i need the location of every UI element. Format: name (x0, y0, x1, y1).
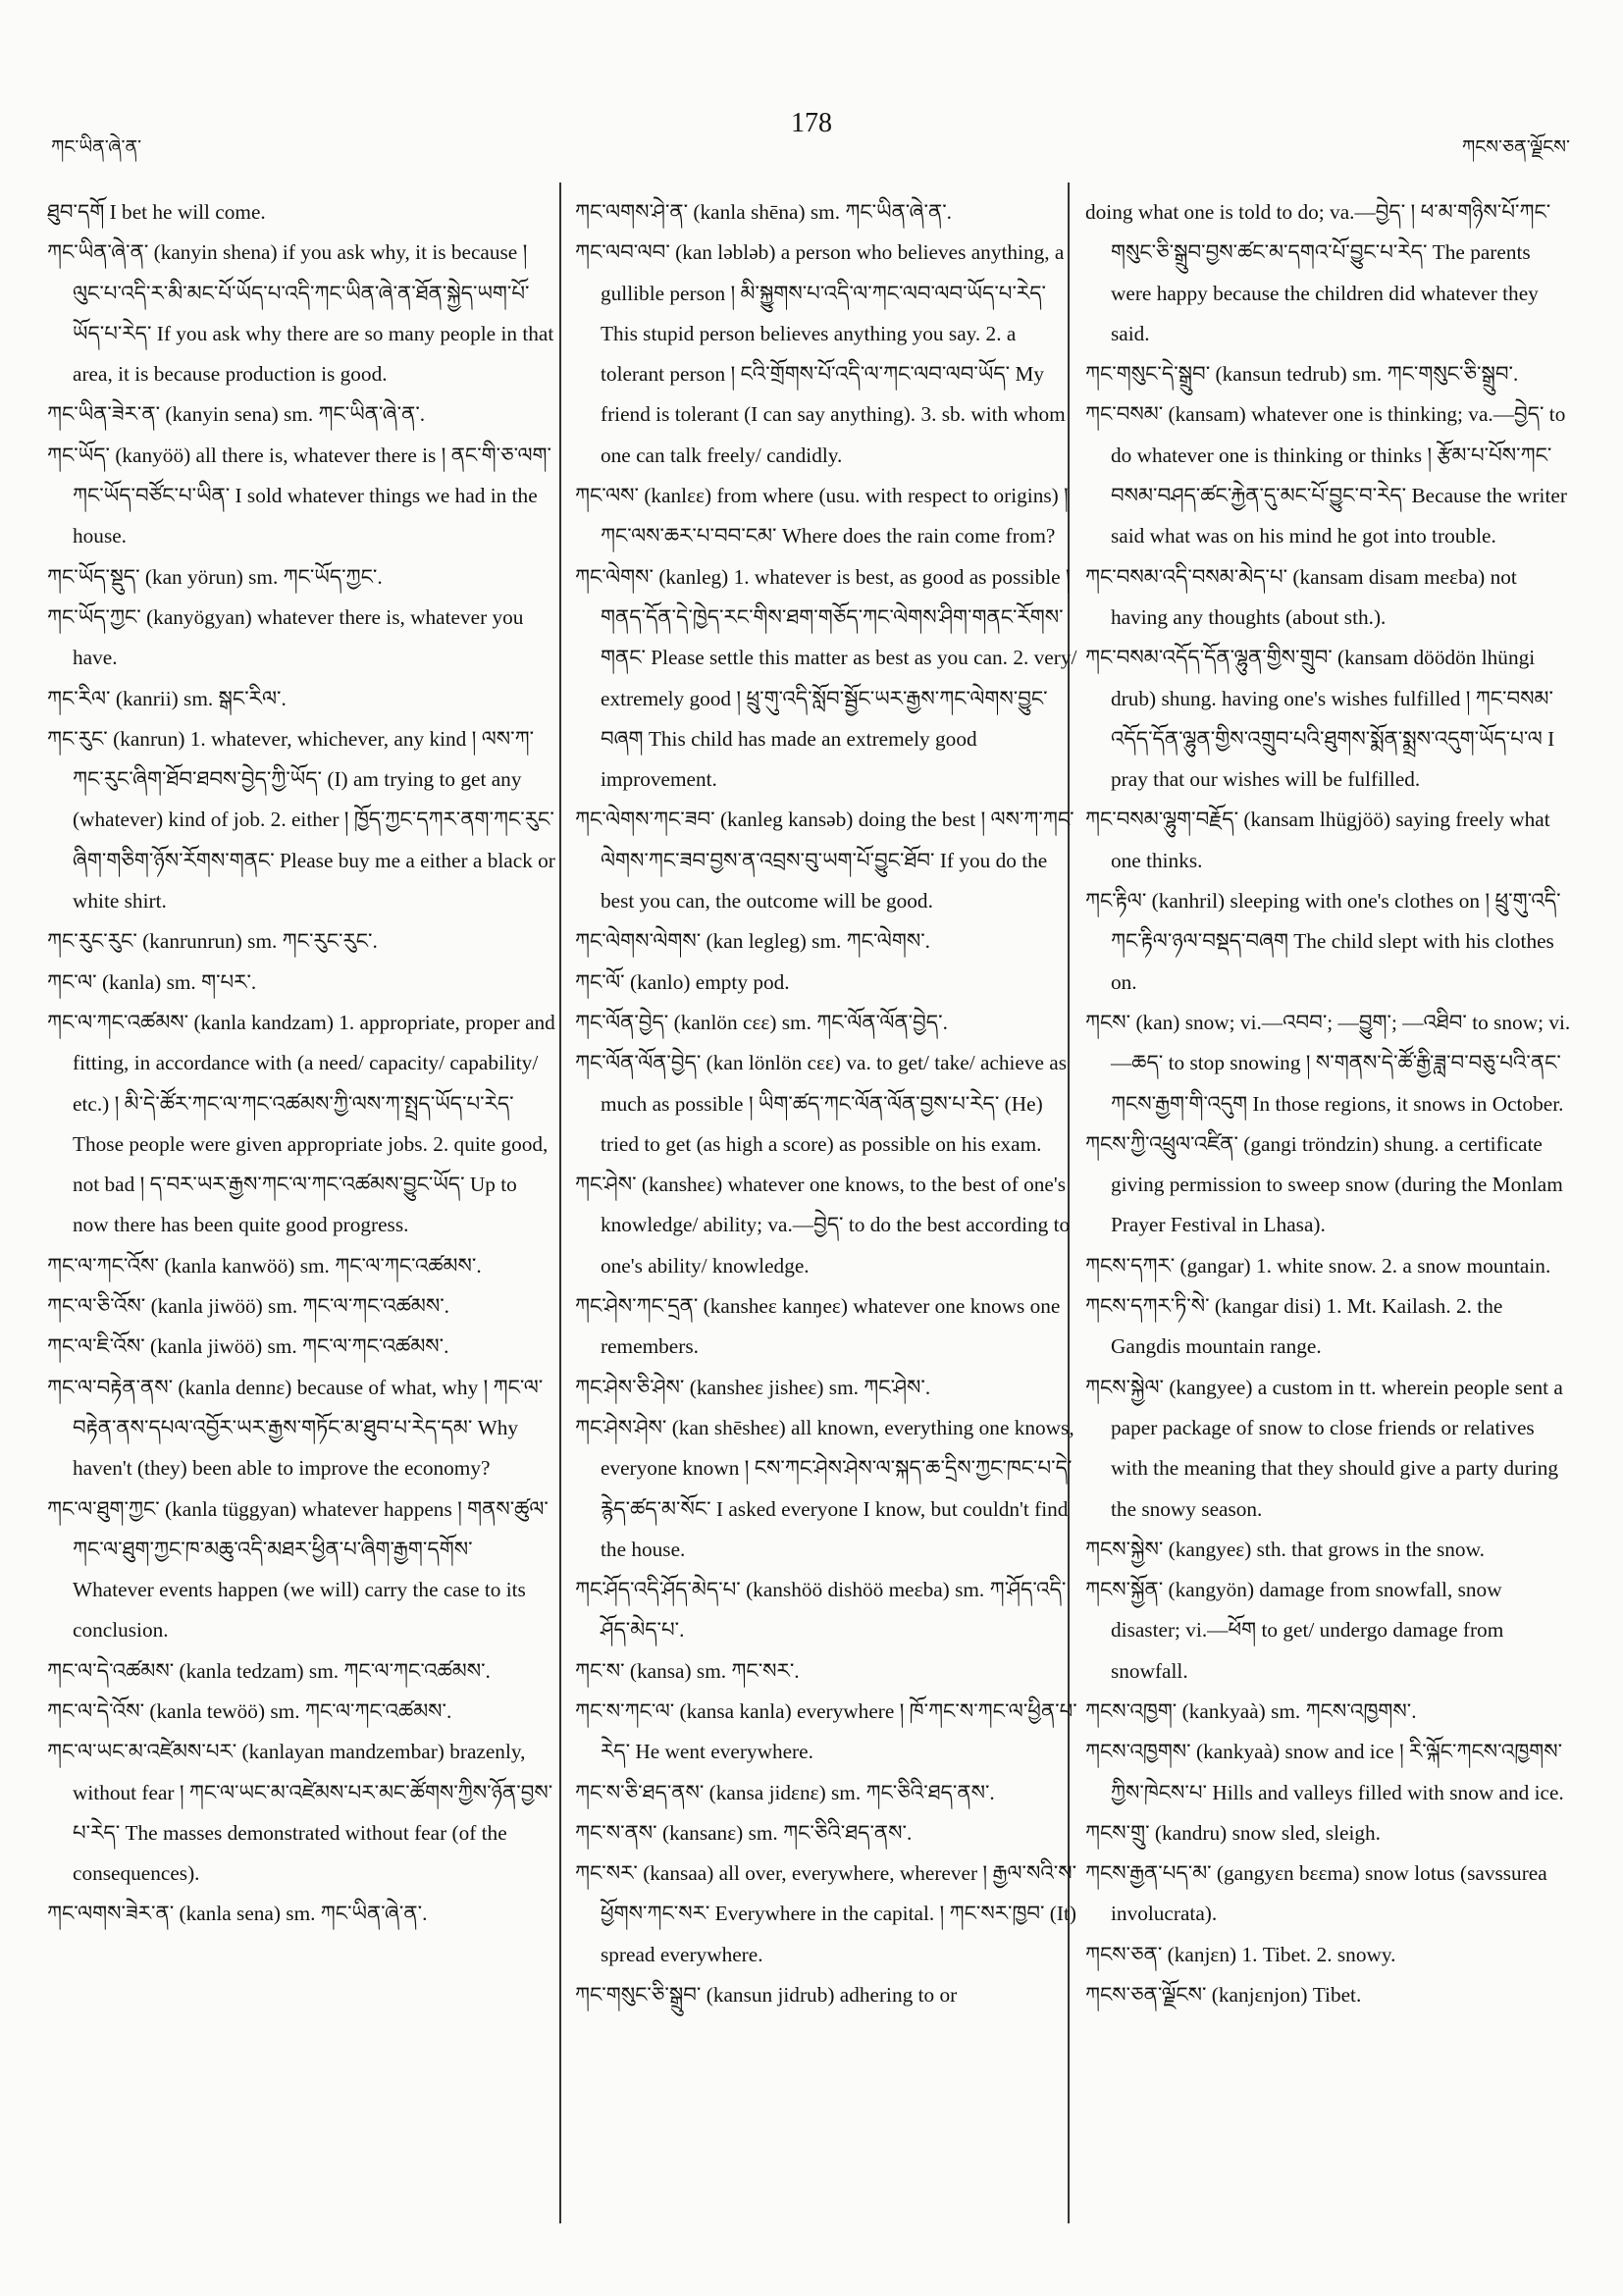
dictionary-entry: ཀང་ཤེས་ཤེས་ (kan shēsheɛ) all known, everything one knows, everyone known ། ངས་ཀང་ཤེས་ཤེས་ལ་སྐད་ཆ་དྲིས་ཀྱང་ཁང་པ་དེ་རྙེད་ཚད་མ་སོང་ I asked everyone I know, but couldn't find the house. (575, 1415, 1074, 1561)
dictionary-entry: ཀང་ལེགས་ཀང་ཟབ་ (kanleg kansәb) doing the best ། ལས་ཀ་ཀང་ལེགས་ཀང་ཟབ་བྱས་ན་འབྲས་བུ་ཡག་པོ་བྱུང་ཐོབ་ If you do the best you can, the outcome will be good. (575, 808, 1074, 913)
dictionary-entry: ཀང་ལོ་ (kanlo) empty pod. (575, 969, 790, 994)
dictionary-entry: ཀང་ལ་ཅི་འོས་ (kanla jiwöö) sm. ཀང་ལ་ཀང་འཚམས་. (47, 1294, 449, 1319)
page-header (0, 102, 1623, 171)
dictionary-entry: ཀངས་གྲུ་ (kandru) snow sled, sleigh. (1085, 1820, 1382, 1845)
dictionary-entry: ཀང་ལགས་ཟེར་ན་ (kanla sena) sm. ཀང་ཡིན་ཞེ་ན་. (47, 1902, 428, 1926)
dictionary-entry: ཀང་གསུང་དེ་སྒྲུབ་ (kansun tedrub) sm. ཀང་གསུང་ཅི་སྒྲུབ་. (1085, 362, 1519, 387)
dictionary-entry: ཀངས་ (kan) snow; vi.—འབབ་; —བྱུག་; —འཐིབ་ to snow; vi.—ཆད་ to stop snowing ། ས་གནས་དེ་ཚོ་རྒྱི་ཟླ་བ་བཅུ་པའི་ནང་ཀངས་རྒྱག་གི་འདུག In those regions, it snows in October. (1085, 1010, 1571, 1116)
dictionary-entry: ཀང་ཤོད་འདི་ཤོད་མེད་པ་ (kanshöö dishöö meɛba) sm. ཀ་ཤོད་འདི་ཤོད་མེད་པ་. (575, 1578, 1067, 1643)
dictionary-entry: ཀངས་དཀར་ཏི་སེ་ (kangar disi) 1. Mt. Kailash. 2. the Gangdis mountain range. (1085, 1294, 1503, 1359)
dictionary-entry: ཀངས་འཁྱག་ (kankyaà) sm. ཀངས་འཁྱགས་. (1085, 1698, 1417, 1723)
dictionary-entry: ཀང་ལ་ཐུག་ཀྱང་ (kanla tüggyan) whatever happens ། གནས་ཚུལ་ཀང་ལ་ཐུག་ཀྱང་ཁ་མཆུ་འདི་མཐར་ཕྱིན་པ་ཞིག་རྒྱག་དགོས་ Whatever events happen (we will) carry the case to its conclusion. (47, 1496, 549, 1643)
dictionary-entry: ཀངས་དཀར་ (gangar) 1. white snow. 2. a snow mountain. (1085, 1253, 1551, 1278)
dictionary-entry: ཀང་ཡོད་ (kanyöö) all there is, whatever there is ། ནང་གི་ཅ་ལག་ཀང་ཡོད་བཙོང་པ་ཡིན་ I sold whatever things we had in the house. (47, 443, 552, 548)
dictionary-entry: ཀང་ལབ་ལབ་ (kan lәblәb) a person who believes anything, a gullible person ། མི་སྐྱུགས་པ་འདི་ལ་ཀང་ལབ་ལབ་ཡོད་པ་རེད་ This stupid person believes anything you say. 2. a tolerant person ། ངའི་གྲོགས་པོ་འདི་ལ་ཀང་ལབ་ལབ་ཡོད་ My friend is tolerant (I can say anything). 3. sb. with whom one can talk freely/ candidly. (575, 240, 1066, 467)
dictionary-entry: ཀང་ལ་དེ་འོས་ (kanla tewöö) sm. ཀང་ལ་ཀང་འཚམས་. (47, 1698, 452, 1723)
dictionary-entry: ཀང་ལོན་བྱེད་ (kanlön cɛɛ) sm. ཀང་ལོན་ལོན་བྱེད་. (575, 1010, 948, 1034)
dictionary-entry: ཀང་ཡིན་ཟེར་ན་ (kanyin sena) sm. ཀང་ཡིན་ཞེ་ན་. (47, 402, 426, 427)
dictionary-entry: ཀངས་སྐྱེས་ (kangyeɛ) sth. that grows in the snow. (1085, 1537, 1485, 1561)
dictionary-entry: ཀང་བསམ་ (kansam) whatever one is thinking; va.—བྱེད་ to do whatever one is thinking or thinks ། རྩོམ་པ་པོས་ཀང་བསམ་བཤད་ཚང་རྐྱེན་དུ་མང་པོ་བྱུང་བ་རེད་ Because the writer said what was on his mind he got into trouble. (1085, 402, 1567, 548)
dictionary-entry: ཀང་སར་ (kansaa) all over, everywhere, wherever ། རྒྱལ་སའི་ས་ཕྱོགས་ཀང་སར་ Everywhere in the capital. ། ཀང་སར་ཁྱབ་ (It) spread everywhere. (575, 1861, 1077, 1966)
dictionary-entry: ཀང་ཡོད་སྡུད་ (kan yörun) sm. ཀང་ཡོད་ཀྱང་. (47, 564, 383, 589)
dictionary-entry: ཀང་ཡོད་ཀྱང་ (kanyögyan) whatever there is, whatever you have. (47, 604, 524, 670)
dictionary-entry: ཀངས་ཅན་ (kanjɛn) 1. Tibet. 2. snowy. (1085, 1942, 1396, 1966)
column-divider (559, 183, 561, 2223)
dictionary-entry: ཀང་ལ་ཡང་མ་འཛེམས་པར་ (kanlayan mandzembar) brazenly, without fear ། ཀང་ལ་ཡང་མ་འཛེམས་པར་མང་ཚོགས་ཀྱིས་ཉོན་བྱས་པ་རེད་ The masses demonstrated without fear (of the consequences). (47, 1740, 553, 1886)
dictionary-entry: ཀང་བསམ་འདི་བསམ་མེད་པ་ (kansam disam meɛba) not having any thoughts (about sth.). (1085, 564, 1517, 629)
running-head-left: ཀང་ཡིན་ཞེ་ན་ (51, 136, 142, 158)
dictionary-entry: ཀང་ལ་བརྟེན་ནས་ (kanla dennɛ) because of what, why ། ཀང་ལ་བརྟེན་ནས་དཔལ་འབྱོར་ཡར་རྒྱས་གཏོང་མ་ཐུབ་པ་རེད་དམ་ Why haven't (they) been able to improve the economy? (47, 1375, 544, 1481)
dictionary-entry: ཀང་བསམ་འདོད་དོན་ལྷུན་གྱིས་གྲུབ་ (kansam döödön lhüngi drub) shung. having one's wishes fulfilled ། ཀང་བསམ་འདོད་དོན་ལྷུན་གྱིས་འགྲུབ་པའི་ཐུགས་སྨོན་སྨྲས་འདུག་ཡོད་པ་ལ I pray that our wishes will be fulfilled. (1085, 646, 1555, 792)
dictionary-entry: ཀངས་རྒྱན་པད་མ་ (gangyɛn bɛɛma) snow lotus (savssurea involucrata). (1085, 1861, 1547, 1926)
dictionary-entry: ཀང་ས་ཀང་ལ་ (kansa kanla) everywhere ། ཁོ་ཀང་ས་ཀང་ལ་ཕྱིན་པ་རེད་ He went everywhere. (575, 1698, 1077, 1764)
dictionary-entry: ཀང་རིལ་ (kanrii) sm. སྒང་རིལ་. (47, 686, 287, 710)
dictionary-entry: ཀངས་འཁྱགས་ (kankyaà) snow and ice ། རི་ལྐོང་ཀངས་འཁྱགས་ཀྱིས་ཁེངས་པ་ Hills and valleys filled with snow and ice. (1085, 1740, 1564, 1804)
dictionary-entry: ཀང་ལ་དེ་འཚམས་ (kanla tedzam) sm. ཀང་ལ་ཀང་འཚམས་. (47, 1658, 491, 1683)
dictionary-entry: ཀངས་སྐྱོན་ (kangyön) damage from snowfall, snow disaster; vi.—ཕོག to get/ undergo damage from snowfall. (1085, 1578, 1504, 1683)
dictionary-entry: ཀང་ལགས་ཤེ་ན་ (kanla shēna) sm. ཀང་ཡིན་ཞེ་ན་. (575, 200, 952, 224)
dictionary-entry: ཀང་ས་ཅི་ཐད་ནས་ (kansa jidɛnɛ) sm. ཀང་ཅིའི་ཐད་ནས་. (575, 1780, 995, 1804)
dictionary-entry: ཀང་ལ་ (kanla) sm. ག་པར་. (47, 969, 257, 994)
dictionary-entry: ཀང་ཤེས་ (kansheɛ) whatever one knows, to the best of one's knowledge/ ability; va.—བྱེད་ to do the best according to one's ability/ knowledge. (575, 1173, 1071, 1278)
dictionary-column-right (1085, 192, 1576, 2015)
dictionary-entry: ཀངས་ཅན་ལྗོངས་ (kanjɛnjon) Tibet. (1085, 1983, 1362, 2008)
dictionary-entry: ཀང་ས་ (kansa) sm. ཀང་སར་. (575, 1658, 800, 1683)
running-head-right: ཀངས་ཅན་ལྗོངས་ (1461, 136, 1570, 158)
dictionary-entry: doing what one is told to do; va.—བྱེད་ ། ཕ་མ་གཉིས་པོ་ཀང་གསུང་ཅི་སྒྲུབ་བྱས་ཚང་མ་དགའ་པོ་བྱུང་པ་རེད་ The parents were happy because the children did whatever they said. (1085, 200, 1551, 345)
page-number: 178 (791, 108, 832, 138)
dictionary-entry: ཀང་ལེགས་ལེགས་ (kan legleg) sm. ཀང་ལེགས་. (575, 929, 930, 954)
dictionary-entry: ཀང་ལ་ཀང་འཚམས་ (kanla kandzam) 1. appropriate, proper and fitting, in accordance with (a need/ capacity/ capability/ etc.) ། མི་དེ་ཚོར་ཀང་ལ་ཀང་འཚམས་ཀྱི་ལས་ཀ་སྤྲད་ཡོད་པ་རེད་ Those people were given appropriate jobs. 2. quite good, not bad ། ད་བར་ཡར་རྒྱས་ཀང་ལ་ཀང་འཚམས་བྱུང་ཡོད་ Up to now there has been quite good progress. (47, 1010, 555, 1237)
dictionary-entry: ཀང་ལ་ཀང་འོས་ (kanla kanwöö) sm. ཀང་ལ་ཀང་འཚམས་. (47, 1253, 482, 1278)
dictionary-entry: ཀང་ཤེས་ཅི་ཤེས་ (kansheɛ jisheɛ) sm. ཀང་ཤེས་. (575, 1375, 931, 1399)
dictionary-column-middle (575, 192, 1079, 2015)
dictionary-entry: ཀང་རུང་ (kanrun) 1. whatever, whichever, any kind ། ལས་ཀ་ཀང་རུང་ཞིག་ཐོབ་ཐབས་བྱེད་ཀྱི་ཡོད་ (I) am trying to get any (whatever) kind of job. 2. either ། ཁྱོད་ཀྱང་དཀར་ནག་ཀང་རུང་ཞིག་གཅིག་ཉོས་རོགས་གནང་ Please buy me a either a black or white shirt. (47, 726, 555, 913)
dictionary-entry: ཀང་ཡིན་ཞེ་ན་ (kanyin shena) if you ask why, it is because ། ལུང་པ་འདི་ར་མི་མང་པོ་ཡོད་པ་འདི་ཀང་ཡིན་ཞེ་ན་ཐོན་སྐྱེད་ཡག་པོ་ཡོད་པ་རེད་ If you ask why there are so many people in that area, it is because production is good. (47, 240, 554, 387)
dictionary-entry: ཀང་ལོན་ལོན་བྱེད་ (kan lönlön cɛɛ) va. to get/ take/ achieve as much as possible ། ཡིག་ཚད་ཀང་ལོན་ལོན་བྱས་པ་རེད་ (He) tried to get (as high a score) as possible on his exam. (575, 1051, 1068, 1156)
dictionary-entry: ཀང་ཤེས་ཀང་དྲན་ (kansheɛ kanŋeɛ) whatever one knows one remembers. (575, 1294, 1061, 1359)
dictionary-entry: ཀངས་ཀྱི་འཕྲུལ་འཛིན་ (gangi tröndzin) shung. a certificate giving permission to sweep snow (during the Monlam Prayer Festival in Lhasa). (1085, 1131, 1563, 1237)
dictionary-entry: ཀངས་སྐྱེལ་ (kangyee) a custom in tt. wherein people sent a paper package of snow to close friends or relatives with the meaning that they should give a party during the snowy season. (1085, 1375, 1563, 1521)
dictionary-entry: ཀང་རྟིལ་ (kanhril) sleeping with one's clothes on ། ཕྲུ་གུ་འདི་ཀང་རྟིལ་ཉལ་བསྡད་བཞག The child slept with his clothes on. (1085, 889, 1561, 994)
dictionary-entry: ཀང་ལ་ཇི་འོས་ (kanla jiwöö) sm. ཀང་ལ་ཀང་འཚམས་. (47, 1334, 449, 1359)
dictionary-entry: ཀང་རུང་རུང་ (kanrunrun) sm. ཀང་རུང་རུང་. (47, 929, 378, 954)
dictionary-entry: ཀང་ལེགས་ (kanleg) 1. whatever is best, as good as possible ། གནད་དོན་དེ་ཁྱེད་རང་གིས་ཐག་གཅོད་ཀང་ལེགས་ཤིག་གནང་རོགས་གནང་ Please settle this matter as best as you can. 2. very/ extremely good ། ཕྲུ་གུ་འདི་སློབ་སྦྱོང་ཡར་རྒྱས་ཀང་ལེགས་བྱུང་བཞག This child has made an extremely good improvement. (575, 564, 1077, 792)
dictionary-entry: ཐུབ་དགོ I bet he will come. (47, 200, 266, 224)
dictionary-column-left (47, 192, 557, 1935)
dictionary-entry: ཀང་ས་ནས་ (kansanɛ) sm. ཀང་ཅིའི་ཐད་ནས་. (575, 1820, 913, 1845)
dictionary-entry: ཀང་གསུང་ཅི་སྒྲུབ་ (kansun jidrub) adhering to or (575, 1983, 958, 2008)
dictionary-entry: ཀང་བསམ་ལྷུག་བརྗོད་ (kansam lhügjöö) saying freely what one thinks. (1085, 808, 1550, 872)
dictionary-entry: ཀང་ལས་ (kanlɛɛ) from where (usu. with respect to origins) ། ཀང་ལས་ཆར་པ་བབ་ངམ་ Where does the rain come from? (575, 484, 1069, 548)
